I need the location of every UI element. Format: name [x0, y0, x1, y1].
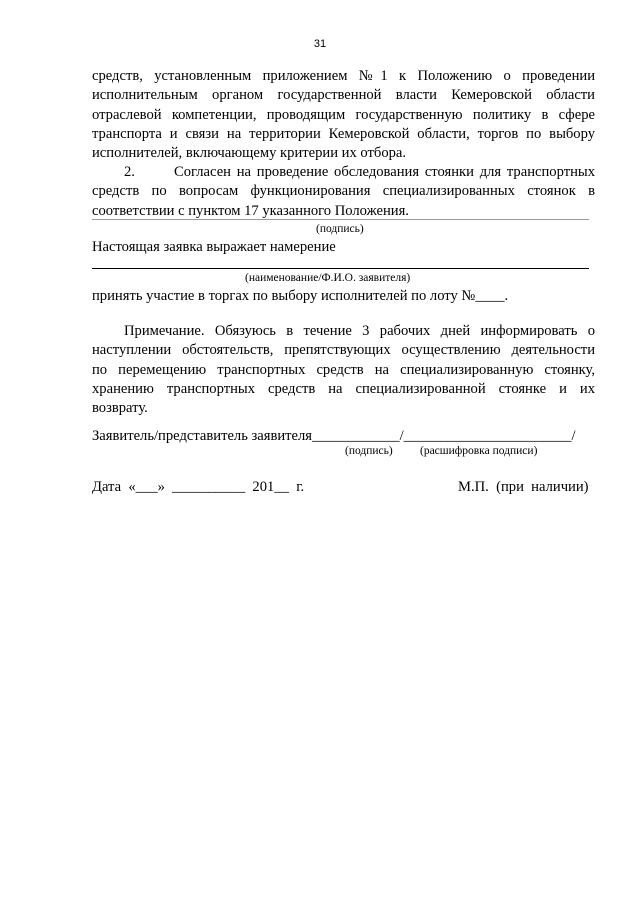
- date-field: Дата «___» __________ 201__ г.: [92, 479, 305, 495]
- paragraph-line: транспорта и связи на территории Кемеровской области, торгов по выбору: [92, 125, 595, 142]
- paragraph-line: наступлении обстоятельств, препятствующих осуществлению деятельности: [92, 342, 595, 359]
- paragraph-line: хранению транспортных средств на специализированной стоянке и их: [92, 380, 595, 397]
- paragraph-line: соответствии с пунктом 17 указанного Положения.: [92, 202, 409, 219]
- note-paragraph: [92, 322, 595, 418]
- paragraph-line: по перемещению транспортных средств на специализированную стоянку,: [92, 361, 595, 378]
- paragraph-line: исполнителей, включающему критерии их отбора.: [92, 145, 407, 162]
- lot-text: принять участие в торгах по выбору исполнителей по лоту №____.: [92, 288, 509, 304]
- applicant-signature-line: Заявитель/представитель заявителя____________/_______________________/: [92, 428, 576, 444]
- intent-text: Настоящая заявка выражает намерение: [92, 239, 336, 255]
- item-number: 2.: [124, 164, 135, 180]
- applicant-name-line: [92, 268, 589, 269]
- paragraph-line: отраслевой компетенции, проводящим государственную политику в сфере: [92, 106, 595, 123]
- paragraph-line: возврату.: [92, 400, 148, 417]
- paragraph-line: Примечание. Обязуюсь в течение 3 рабочих дней информировать о: [124, 323, 595, 339]
- stamp-note: М.П. (при наличии): [458, 479, 589, 495]
- paragraph-line: средств по вопросам функционирования специализированных стоянок в: [92, 183, 595, 200]
- page-number: 31: [313, 38, 327, 50]
- paragraph-item-2: [92, 163, 595, 221]
- decoding-caption: (расшифровка подписи): [420, 445, 538, 457]
- paragraph-line: [92, 163, 595, 182]
- paragraph-line: средств, установленным приложением №1 к Положению о проведении: [92, 68, 595, 84]
- signature-line: [92, 219, 589, 220]
- signature-caption: (подпись): [316, 223, 364, 235]
- name-caption: (наименование/Ф.И.О. заявителя): [245, 272, 411, 284]
- applicant-signature-caption: (подпись): [345, 445, 393, 457]
- paragraph-line-text: Согласен на проведение обследования стоянки для транспортных: [174, 164, 595, 180]
- paragraph-continuation: [92, 67, 595, 163]
- paragraph-line: исполнительным органом государственной власти Кемеровской области: [92, 87, 595, 104]
